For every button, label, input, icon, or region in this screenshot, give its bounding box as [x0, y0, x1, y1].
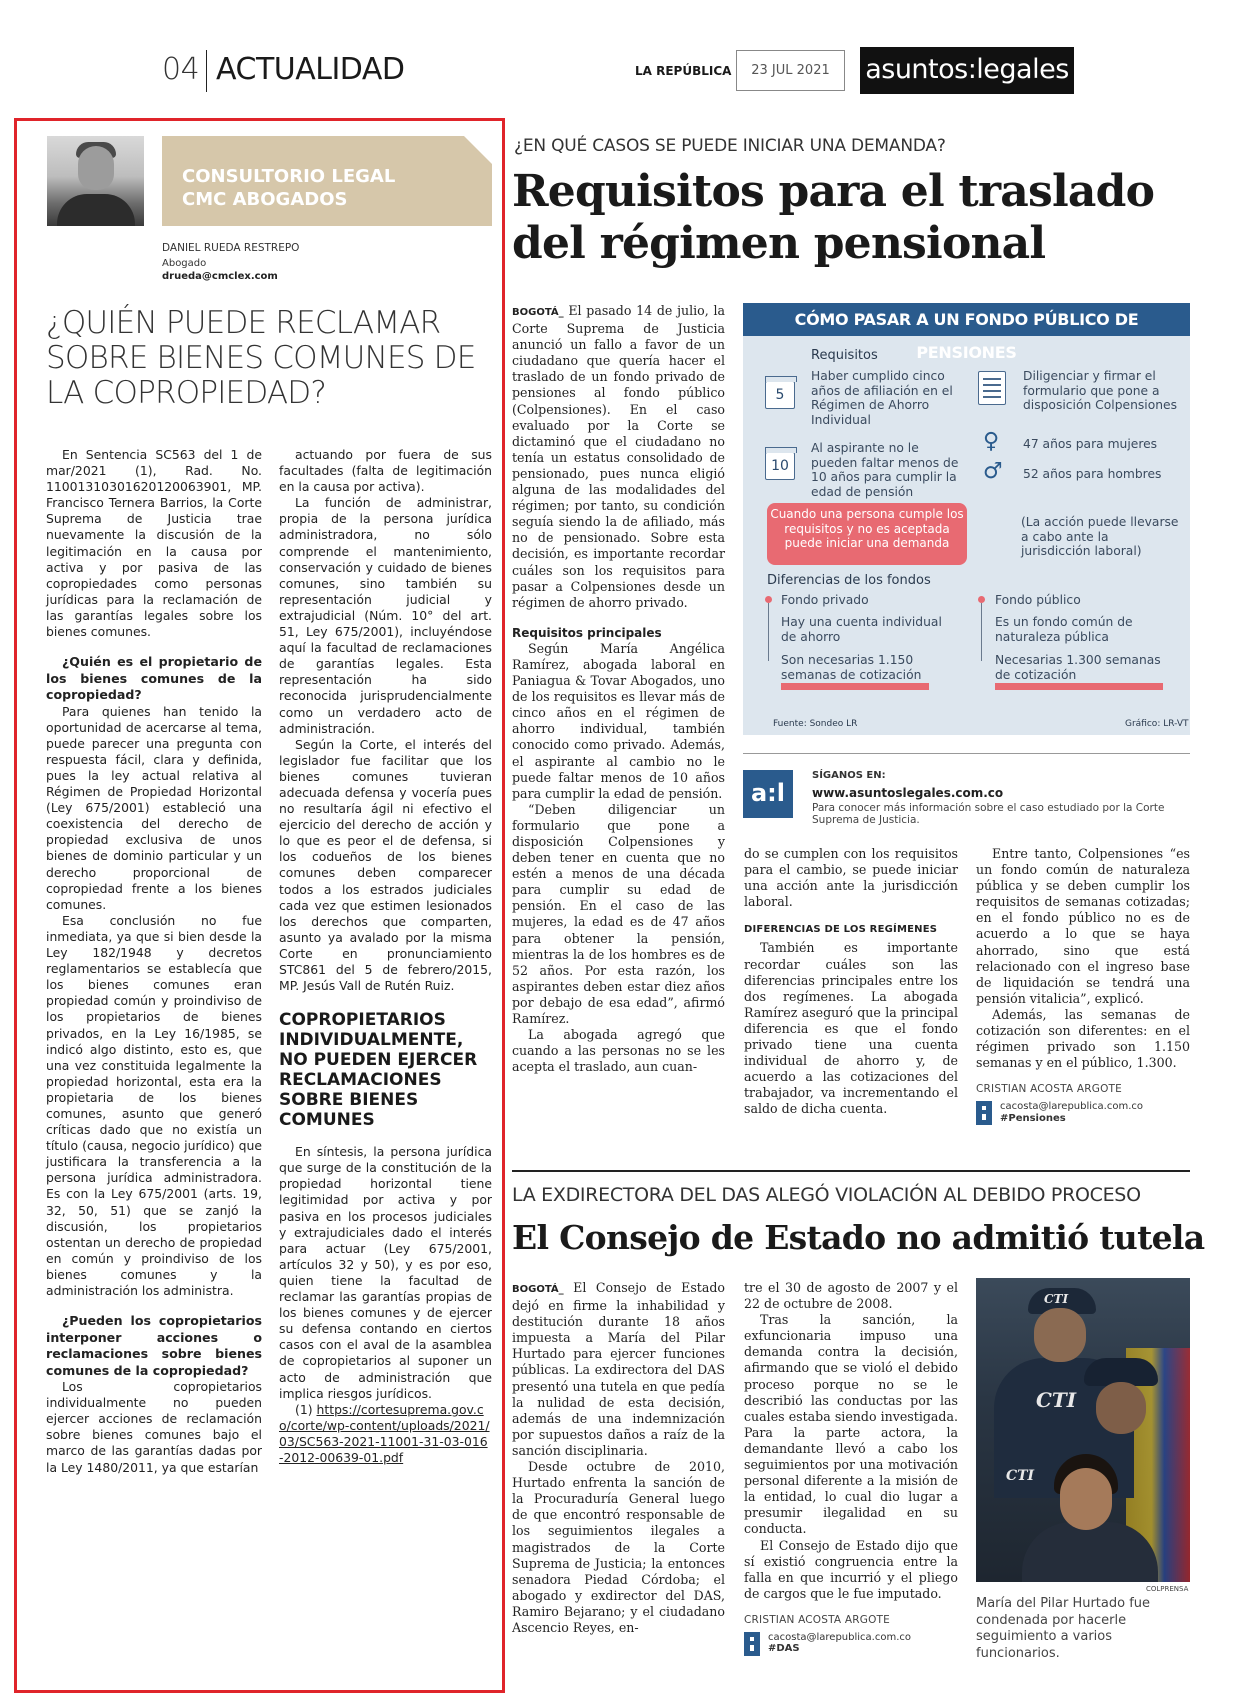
- paragraph: La función de administrar, propia de la persona jurídica administradora, no sólo comprende el mantenimiento, conservación y cuidado de bienes comunes, sino también su representación judicial y extrajudicial (Núm. 10° del art. 51, Ley 675/2001), incluyéndose aquí la facultad de reclamaciones de garantías legales. Esta representación ha sido reconocida jurisprudencialmente como un verdadero acto de administración.: [279, 495, 492, 736]
- article1-kicker: ¿EN QUÉ CASOS SE PUEDE INICIAR UNA DEMANDA?: [514, 136, 946, 156]
- follow-description: Para conocer más información sobre el caso estudiado por la Corte Suprema de Justicia.: [812, 802, 1165, 826]
- newspaper-name: LA REPÚBLICA: [635, 64, 732, 78]
- paragraph: Según María Angélica Ramírez, abogada laboral en Paniagua & Tovar Abogados, uno de los requisitos es llevar más de cinco años en el régimen de ahorro individual, también conocido como privado. Además, el aspirante al cambio no le puede faltar menos de 10 años para cumplir la edad de pensión.: [512, 640, 725, 801]
- author-contact: [976, 1101, 1190, 1125]
- public-line: [981, 603, 982, 661]
- author-email[interactable]: drueda@cmclex.com: [162, 271, 278, 282]
- author-contact: [744, 1632, 958, 1656]
- author-name: DANIEL RUEDA RESTREPO: [162, 242, 300, 254]
- private-line: [768, 603, 769, 661]
- paragraph: [512, 1280, 725, 1459]
- public-weeks-bar: [995, 683, 1163, 690]
- paragraph: Entre tanto, Colpensiones “es un fondo común de naturaleza pública y se deben cumplir los requisitos de semanas cotizadas; en el fondo público no es de acuerdo a lo que se haya ahorrado, sino que está relacionado con el ingreso base de liquidación se tendrá una pensión vitalicia”, explicó.: [976, 846, 1190, 1006]
- calendar-10-icon: 10: [765, 452, 795, 480]
- header-divider: [206, 50, 207, 92]
- demand-alert: Cuando una persona cumple los requisitos y no es aceptada puede iniciar una demanda: [767, 503, 967, 565]
- dateline: BOGOTÁ_: [512, 1284, 564, 1295]
- hashtag[interactable]: #Pensiones: [1000, 1112, 1066, 1124]
- public-fund-label: Fondo público: [995, 593, 1081, 607]
- paragraph: [512, 303, 725, 611]
- paragraph: Desde octubre de 2010, Hurtado enfrenta la sanción de la Procuraduría General luego de que encontró responsable de los seguimientos ilegales a magistrados de la Corte Suprema de Justicia; la entonces senadora Piedad Córdoba; el abogado y exdirector del DAS, Ramiro Bejarano; y el ciudadano Ascencio Reyes, en-: [512, 1459, 725, 1635]
- public-dot: [978, 596, 985, 603]
- paragraph: En Sentencia SC563 del 1 de mar/2021 (1), Rad. No. 11001310301620120063901, MP. Francisco Ternera Barrios, la Corte Suprema de Justicia trae nuevamente la discusión de la legitimación en la causa por activa y por pasiva de las copropiedades como personas jurídicas para la reclamación de las garantías legales sobre los bienes comunes.: [46, 447, 262, 640]
- info-icon: [744, 1632, 760, 1656]
- requirement-3: Diligenciar y firmar el formulario que pone a disposición Colpensiones: [1023, 369, 1177, 413]
- article2-column-1: [512, 1280, 725, 1636]
- article1-title: Requisitos para el traslado del régimen pensional: [512, 166, 1155, 269]
- requirement-1: Haber cumplido cinco años de afiliación en el Régimen de Ahorro Individual: [811, 369, 953, 427]
- paragraph: Tras la sanción, la exfuncionaria impuso una demanda contra la decisión, afirmando que se violó el debido proceso porque no se le describió las conductas por las cuales estaba siendo investigada. Para la parte actora, la demandante llevó a cabo los seguimientos por una motivación personal diferente a la misión de la entidad, lo cual dio lugar a presumir ilegalidad en su conducta.: [744, 1312, 958, 1537]
- hashtag[interactable]: #DAS: [768, 1643, 800, 1655]
- section-divider: [512, 1170, 1190, 1172]
- article1-subhead: Requisitos principales: [512, 625, 662, 640]
- paragraph: Además, las semanas de cotización son diferentes: en el régimen privado son 1.150 semanas y en el público, 1.300.: [976, 1006, 1190, 1071]
- author-role: Abogado: [162, 258, 207, 269]
- consultorio-banner: [162, 136, 492, 226]
- lead-text: El pasado 14 de julio, la Corte Suprema de Justicia anunció un fallo a favor de un ciudadano que quería hacer el traslado de un fondo privado de pensiones al fondo público (Colpensiones). En el caso evaluado por la Corte se dictaminó que el ciudadano no tenía un estatus consolidado de pensionado, pues nunca eligió alguna de las modalidades del régimen; por tanto, su condición seguía siendo la de afiliado, más no de pensionado. Sobre esta decisión, es importante recordar cuáles son los requisitos para pasar a Colpensiones desde un régimen de ahorro privado.: [512, 303, 725, 610]
- info-icon: [976, 1101, 992, 1125]
- men-age: 52 años para hombres: [1023, 467, 1162, 481]
- consultorio-subhead: COPROPIETARIOS INDIVIDUALMENTE, NO PUEDEN EJERCER RECLAMACIONES SOBRE BIENES COMUNES: [279, 1010, 478, 1131]
- article2-kicker: LA EXDIRECTORA DEL DAS ALEGÓ VIOLACIÓN AL DEBIDO PROCESO: [512, 1184, 1141, 1206]
- requirement-2: Al aspirante no le pueden faltar menos de 10 años para cumplir la edad de pensión: [811, 441, 959, 499]
- author-byline: CRISTIAN ACOSTA ARGOTE: [744, 1613, 890, 1626]
- article1-column-1: [512, 303, 725, 1075]
- demand-note: (La acción puede llevarse a cabo ante la jurisdicción laboral): [1021, 515, 1179, 559]
- dateline: BOGOTÁ_: [512, 307, 564, 318]
- cap-text: CTI: [1044, 1292, 1069, 1306]
- vest-text: CTI: [1036, 1388, 1077, 1412]
- public-fund-item-1: Es un fondo común de naturaleza pública: [995, 615, 1133, 644]
- private-weeks-bar: [781, 683, 929, 690]
- public-fund-item-2: Necesarias 1.300 semanas de cotización: [995, 653, 1161, 682]
- consultorio-line-2: CMC ABOGADOS: [182, 189, 348, 210]
- paragraph: El Consejo de Estado dijo que sí existió congruencia entre la falla en que incurrió y el pliego de cargos que le fue imputado.: [744, 1537, 958, 1601]
- paragraph: Esa conclusión no fue inmediata, ya que si bien desde la Ley 182/1948 y decretos reglamentarios se establecía que los bienes comunes eran propiedad común y proindiviso de los propietarios de bienes privados, en la Ley 16/1985, se indicó algo distinto, esto es, que una vez constituida legalmente la propiedad horizontal, esta era la propietaria de los bienes comunes, asunto que generó críticas dado que no existía un título (causa, negocio jurídico) que justificara la transferencia a la persona jurídica administradora. Es con la Ley 675/2001 (arts. 19, 32, 50, 51) que se zanjó la discusión, los propietarios ostentan un derecho de propiedad en común y proindiviso de los bienes comunes y la administración los administra.: [46, 912, 262, 1298]
- article2-column-2: [744, 1280, 958, 1656]
- private-dot: [765, 596, 772, 603]
- edition-date: 23 JUL 2021: [736, 50, 845, 91]
- women-age: 47 años para mujeres: [1023, 437, 1158, 451]
- calendar-5-icon: 5: [765, 381, 795, 409]
- infographic-credit: Gráfico: LR-VT: [1125, 719, 1189, 729]
- infographic-source: Fuente: Sondeo LR: [773, 719, 858, 729]
- paragraph: do se cumplen con los requisitos para el cambio, se puede iniciar una acción ante la jurisdicción laboral.: [744, 846, 958, 910]
- author-photo: [47, 136, 144, 226]
- consultorio-line-1: CONSULTORIO LEGAL: [182, 166, 396, 187]
- author-email[interactable]: cacosta@larepublica.com.co: [768, 1631, 911, 1643]
- footnote-number: (1): [295, 1401, 317, 1417]
- private-fund-item-2: Son necesarias 1.150 semanas de cotización: [781, 653, 922, 682]
- section-title: ACTUALIDAD: [216, 52, 405, 87]
- private-fund-item-1: Hay una cuenta individual de ahorro: [781, 615, 942, 644]
- website-link[interactable]: www.asuntoslegales.com.co: [812, 786, 1004, 800]
- follow-label: SÍGANOS EN:: [812, 770, 886, 781]
- consultorio-headline: ¿QUIÉN PUEDE RECLAMAR SOBRE BIENES COMUNES DE LA COPROPIEDAD?: [46, 305, 476, 411]
- brand-logo: asuntos:legales: [860, 47, 1074, 94]
- page-number: 04: [162, 52, 200, 87]
- paragraph: La abogada agregó que cuando a las personas no se les acepta el traslado, aun cuan-: [512, 1027, 725, 1075]
- news-photo: [976, 1278, 1190, 1582]
- differences-label: Diferencias de los fondos: [767, 573, 931, 588]
- question-heading: ¿Quién es el propietario de los bienes comunes de la copropiedad?: [46, 654, 262, 703]
- author-byline: CRISTIAN ACOSTA ARGOTE: [976, 1083, 1122, 1096]
- footnote: [279, 1402, 492, 1466]
- footnote-link[interactable]: https://cortesuprema.gov.co/corte/wp-content/uploads/2021/03/SC563-2021-11001-31-03-016-2012-00639-01.pdf: [279, 1401, 490, 1465]
- question-heading: ¿Pueden los copropietarios interponer acciones o reclamaciones sobre bienes comunes de la copropiedad?: [46, 1313, 262, 1378]
- article1-column-3: [976, 846, 1190, 1125]
- photo-credit: COLPRENSA: [1146, 1585, 1189, 1593]
- paragraph: En síntesis, la persona jurídica que surge de la constitución de la propiedad horizontal tiene legitimidad por activa y por pasiva en los procesos judiciales y extrajudiciales dado el interés para actuar (Ley 675/2001, artículos 32 y 50), y es por eso, quien tiene la facultad de reclamar las garantías propias de los bienes comunes y de ejercer su defensa contando en ciertos casos con el aval de la asamblea de copropietarios al suponer un acto de administración que implica riesgos jurídicos.: [279, 1144, 492, 1401]
- requisitos-label: Requisitos: [811, 348, 878, 363]
- paragraph: Según la Corte, el interés del legislador fue facilitar que los bienes comunes tuvieran adecuada defensa y vocería pues no resultaría ágil ni efectivo el ejercicio del derecho de acción y lo que es peor el de defensa, si los codueños de los bienes comunes deben comparecer todos a los estrados judiciales cada vez que estimen lesionados los derechos que comparten, asunto ya avalado por la misma Corte en pronunciamiento STC861 del 5 de febrero/2015, MP. Jesús Vall de Rutén Ruiz.: [279, 736, 492, 994]
- consultorio-column-2: [279, 447, 492, 1466]
- photo-caption: María del Pilar Hurtado fue condenada por hacerle seguimiento a varios funcionarios.: [976, 1596, 1151, 1661]
- sleeve-text: CTI: [1006, 1468, 1035, 1484]
- paragraph: actuando por fuera de sus facultades (falta de legitimación en la causa por activa).: [279, 447, 492, 495]
- lead-text: El Consejo de Estado dejó en firme la inhabilidad y destitución durante 18 años impuesta a María del Pilar Hurtado para ejercer funciones públicas. La exdirectora del DAS presentó una tutela en que pedía la nulidad de esta decisión, además de una indemnización por supuestos daños a raíz de la sanción disciplinaria.: [512, 1280, 725, 1458]
- infographic-title: CÓMO PASAR A UN FONDO PÚBLICO DE PENSIONES: [743, 303, 1190, 336]
- paragraph: tre el 30 de agosto de 2007 y el 22 de octubre de 2008.: [744, 1280, 958, 1312]
- article1-column-2: [744, 846, 958, 1118]
- female-icon: ♀: [983, 429, 1000, 454]
- pension-infographic: [743, 303, 1190, 735]
- asuntos-legales-logo: a:l: [743, 770, 793, 818]
- divider: [743, 753, 1190, 754]
- consultorio-column-1: [46, 447, 262, 1476]
- private-fund-label: Fondo privado: [781, 593, 869, 607]
- paragraph: “Deben diligenciar un formulario que pone a disposición Colpensiones y deben tener en cuenta que no estén a menos de una década para cumplir su edad de pensión. En el caso de las mujeres, la edad es de 47 años para obtener la pensión, mientras la de los hombres es de 52 años. Por esta razón, los aspirantes deben estar diez años por debajo de esa edad”, afirmó Ramírez.: [512, 801, 725, 1027]
- paragraph: Para quienes han tenido la oportunidad de acercarse al tema, puede parecer una pregunta con respuesta fácil, clara y definida, pues la ley actual relativa al Régimen de Propiedad Horizontal (Ley 675/2001) estableció una coexistencia del derecho de propiedad exclusiva de unos bienes de dominio particular y un derecho proporcional de copropiedad frente a los bienes comunes.: [46, 703, 262, 912]
- article2-title: El Consejo de Estado no admitió tutela: [512, 1218, 1205, 1257]
- article1-subhead-2: DIFERENCIAS DE LOS REGÍMENES: [744, 924, 938, 936]
- paragraph: Los copropietarios individualmente no pueden ejercer acciones de reclamación sobre bienes comunes bajo el marco de las garantías dadas por la Ley 1480/2011, ya que estarían: [46, 1379, 262, 1475]
- male-icon: ♂: [983, 459, 1003, 484]
- paragraph: También es importante recordar cuáles son las diferencias principales entre los dos regímenes. La abogada Ramírez aseguró que la principal diferencia es que el fondo privado tiene una cuenta individual de ahorro y, de acuerdo a las cotizaciones del trabajador, va incrementando el saldo de dicha cuenta.: [744, 940, 958, 1117]
- author-email[interactable]: cacosta@larepublica.com.co: [1000, 1101, 1143, 1113]
- form-icon: [978, 371, 1006, 405]
